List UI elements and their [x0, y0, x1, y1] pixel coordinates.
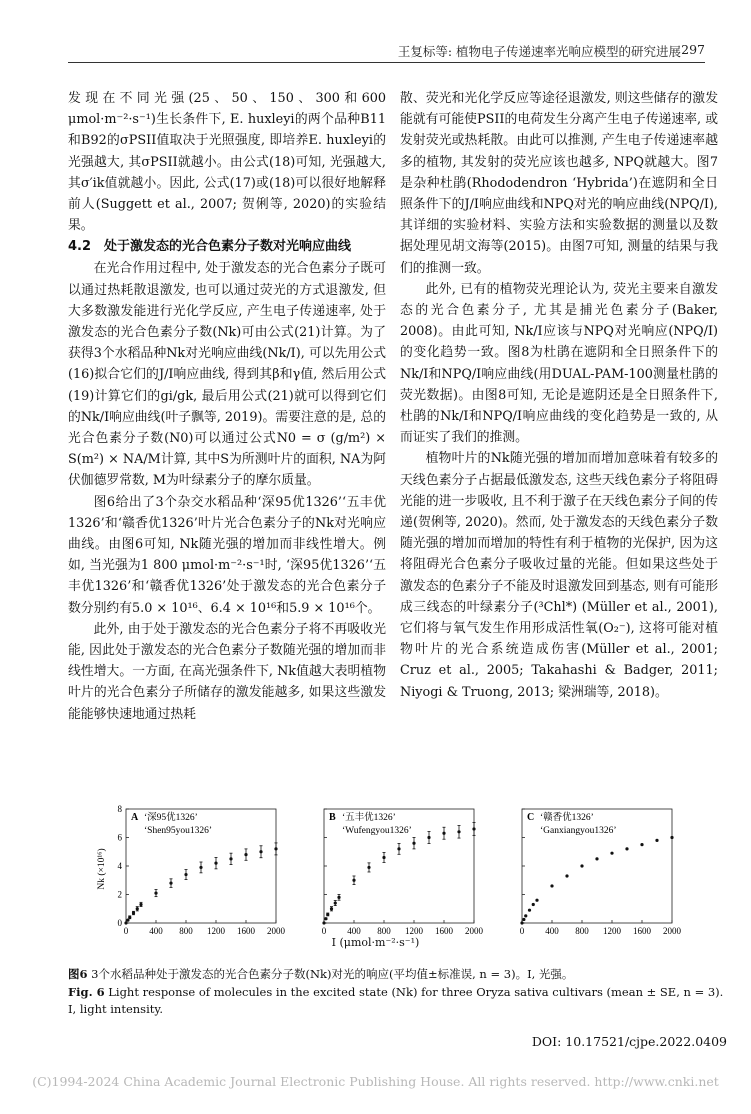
data-point	[412, 842, 415, 845]
data-point	[214, 862, 217, 865]
data-point	[154, 891, 157, 894]
data-point	[330, 907, 333, 910]
x-tick-label: 400	[149, 926, 163, 936]
data-point	[457, 830, 460, 833]
panel-title-en: ‘Wufengyou1326’	[342, 826, 412, 836]
paragraph: 此外, 由于处于激发态的光合色素分子将不再吸收光能, 因此处于激发态的光合色素分子数随光强的增加而非线性增大。一方面, 在高光强条件下, Nk值越大表明植物叶片的光合色素分子所储存的激发能越多, 如果这些激发能能够快速地通过热耗	[68, 621, 386, 722]
data-point	[520, 921, 523, 924]
paragraph: 发现在不同光强(25、50、150、300和600 μmol·m⁻²·s⁻¹)生长条件下, E. huxleyi的两个品种B11和B92的σPSII值取决于光照强度, 即培养E. huxleyi的光强越大, 其σPSII就越小。由公式(18)可知, 光强越大, 其σ′ik值就越小。因此, 公式(17)或(18)可以很好地解释前人(Suggett et al., 2007; 贺俐等, 2020)的实验结果。	[68, 91, 386, 234]
left-column	[68, 88, 386, 725]
data-point	[352, 879, 355, 882]
panel-title-en: ‘Ganxiangyou1326’	[540, 826, 617, 836]
x-tick-label: 0	[123, 926, 129, 936]
chart-panel-c	[492, 797, 681, 947]
panel-title-cn: ‘深95优1326’	[144, 813, 198, 823]
data-point	[580, 864, 583, 867]
data-point	[139, 903, 142, 906]
paragraph: 植物叶片的Nk随光强的增加而增加意味着有较多的天线色素分子占据最低激发态, 这些天线色素分子将阻碍光能的进一步吸收, 且不利于激子在天线色素分子间的传递(贺俐等, 2020)。然而, 处于激发态的天线色素分子数随光强的增加而增加的特性有利于植物的光保护, 因为这将阻碍光合色素分子吸收过量的光能。但如果这些处于激发态的色素分子不能及时退激发回到基态, 则有可能形成三线态的叶绿素分子(³Chl*) (Müller et al., 2001), 它们将与氧气发生作用形成活性氧(O₂⁻), 这将可能对植物叶片的光合系统造成伤害(Müller et al., 2001; Cruz et al., 2005; Takahashi & Badger, 2011; Niyogi & Truong, 2013; 梁洲瑞等, 2018)。	[400, 451, 718, 700]
y-axis-title: Nk (×10¹⁶)	[97, 848, 107, 890]
chart-panel-b	[294, 797, 483, 947]
y-tick-label: 0	[117, 918, 122, 928]
y-tick-label: 2	[117, 889, 122, 900]
data-point	[427, 836, 430, 839]
data-point	[565, 874, 568, 877]
paragraph: 图6给出了3个杂交水稻品种‘深95优1326’‘五丰优1326’和‘赣香优1326’叶片光合色素分子的Nk对光响应曲线。由图6可知, Nk随光强的增加而非线性增大。例如, 当光强为1 800 μmol·m⁻²·s⁻¹时, ‘深95优1326’‘五丰优1326’和‘赣香优1326’处于激发态的光合色素分子数分别约有5.0 × 10¹⁶、6.4 × 10¹⁶和5.9 × 10¹⁶个。	[68, 494, 386, 616]
data-point	[522, 918, 525, 921]
x-tick-label: 1600	[633, 926, 651, 936]
x-tick-label: 1600	[237, 926, 255, 936]
x-tick-label: 1200	[207, 926, 225, 936]
header-divider	[68, 62, 705, 63]
paragraph: 散、荧光和光化学反应等途径退激发, 则这些储存的激发能就有可能使PSII的电荷发生分离产生电子传递速率, 或发射荧光或热耗散。由此可以推测, 产生电子传递速率越多的植物, 其发射的荧光应该也越多, NPQ就越大。图7是杂种杜鹃(Rhododendron ‘Hybrida’)在遮阴和全日照条件下的J/I响应曲线和NPQ对光的响应曲线(NPQ/I), 其详细的实验材料、实验方法和实验数据的测量以及数据处理见胡文海等(2015)。由图7可知, 测量的结果与我们的推测一致。	[400, 91, 718, 276]
right-column	[400, 88, 718, 703]
page-number: 297	[681, 42, 705, 57]
data-point	[655, 839, 658, 842]
y-tick-label: 4	[117, 861, 122, 871]
caption-text: 3个水稻品种处于激发态的光合色素分子数(Nk)对光的响应(平均值±标准误, n = 3)。I, 光强。	[91, 967, 574, 981]
data-point	[322, 921, 325, 924]
x-tick-label: 2000	[267, 926, 285, 936]
x-tick-label: 800	[575, 926, 589, 936]
data-point	[199, 866, 202, 869]
x-tick-label: 800	[179, 926, 193, 936]
footer-copyright: (C)1994-2024 China Academic Journal Electronic Publishing House. All rights reserved. http://www.cnki.net	[32, 1074, 719, 1089]
figure-6	[96, 797, 686, 957]
data-point	[625, 847, 628, 850]
panel-letter: A	[131, 812, 139, 823]
x-tick-label: 0	[519, 926, 525, 936]
data-point	[535, 899, 538, 902]
x-axis-title: I (μmol·m⁻²·s⁻¹)	[331, 936, 420, 949]
running-title: 王复标等: 植物电子传递速率光响应模型的研究进展	[397, 44, 681, 59]
data-point	[472, 827, 475, 830]
y-tick-label: 8	[117, 804, 122, 814]
x-tick-label: 400	[347, 926, 361, 936]
data-point	[169, 882, 172, 885]
data-point	[640, 843, 643, 846]
data-point	[334, 901, 337, 904]
data-point	[382, 856, 385, 859]
doi: DOI: 10.17521/cjpe.2022.0409	[531, 1034, 727, 1049]
data-point	[397, 847, 400, 850]
panel-title-cn: ‘五丰优1326’	[342, 813, 396, 823]
data-point	[524, 914, 527, 917]
data-point	[132, 911, 135, 914]
data-point	[550, 884, 553, 887]
panel-title-en: ‘Shen95you1326’	[144, 826, 213, 836]
x-tick-label: 800	[377, 926, 391, 936]
running-header	[0, 40, 751, 64]
x-tick-label: 1200	[603, 926, 621, 936]
data-point	[610, 852, 613, 855]
paragraph: 此外, 已有的植物荧光理论认为, 荧光主要来自激发态的光合色素分子, 尤其是捕光色素分子(Baker, 2008)。由此可知, Nk/I应该与NPQ对光响应(NPQ/I)的变化趋势一致。图8为杜鹃在遮阴和全日照条件下的Nk/I和NPQ/I响应曲线(用DUAL-PAM-100测量杜鹃的荧光数据)。由图8可知, 无论是遮阴还是全日照条件下, 杜鹃的Nk/I和NPQ/I响应曲线的变化趋势是一致的, 从而证实了我们的推测。	[400, 281, 718, 446]
data-point	[136, 907, 139, 910]
data-point	[184, 873, 187, 876]
x-tick-label: 2000	[663, 926, 681, 936]
data-point	[532, 903, 535, 906]
caption-label: 图6	[68, 967, 88, 981]
chart-panel-a	[96, 797, 285, 947]
data-point	[244, 853, 247, 856]
data-point	[670, 836, 673, 839]
caption-label: Fig. 6	[68, 985, 105, 999]
chart-c-svg	[492, 797, 681, 947]
paragraph: 在光合作用过程中, 处于激发态的光合色素分子既可以通过热耗散退激发, 也可以通过荧光的方式退激发, 但大多数激发能进行光化学反应, 产生电子传递速率, 处于激发态的光合色素分子数(Nk)可由公式(21)计算。为了获得3个水稻品种Nk对光响应曲线(Nk/I), 可以先用公式(16)拟合它们的J/I响应曲线, 得到其β和γ值, 然后用公式(19)计算它们的gi/gk, 最后用公式(21)就可以得到它们的Nk/I响应曲线(叶子飘等, 2019)。需要注意的是, 总的光合色素分子数(N0)可以通过公式N0 = σ (g/m²) × S(m²) × NA/M计算, 其中S为所测叶片的面积, NA为阿伏伽德罗常数, M为叶绿素分子的摩尔质量。	[68, 261, 386, 489]
data-point	[528, 909, 531, 912]
chart-a-svg	[96, 797, 285, 947]
x-tick-label: 1600	[435, 926, 453, 936]
data-point	[326, 913, 329, 916]
chart-b-svg	[294, 797, 483, 947]
figure-caption-en	[68, 984, 728, 1018]
caption-text: Light response of molecules in the excited state (Nk) for three Oryza sativa cultivars (mean ± SE, n = 3). I, light intensity.	[68, 985, 724, 1016]
section-heading: 4.2 处于激发态的光合色素分子数对光响应曲线	[68, 239, 352, 255]
figure-caption-cn	[68, 966, 708, 983]
x-tick-label: 400	[545, 926, 559, 936]
panel-letter: B	[329, 812, 336, 823]
y-tick-label: 6	[117, 832, 122, 843]
data-point	[367, 866, 370, 869]
panel-title-cn: ‘赣香优1326’	[540, 813, 594, 823]
data-point	[128, 916, 131, 919]
x-tick-label: 1200	[405, 926, 423, 936]
x-tick-label: 2000	[465, 926, 483, 936]
data-point	[229, 857, 232, 860]
data-point	[595, 857, 598, 860]
data-point	[337, 896, 340, 899]
data-point	[442, 832, 445, 835]
data-point	[274, 847, 277, 850]
x-tick-label: 0	[321, 926, 327, 936]
data-point	[259, 850, 262, 853]
panel-letter: C	[527, 812, 535, 823]
data-point	[324, 917, 327, 920]
data-point	[124, 921, 127, 924]
